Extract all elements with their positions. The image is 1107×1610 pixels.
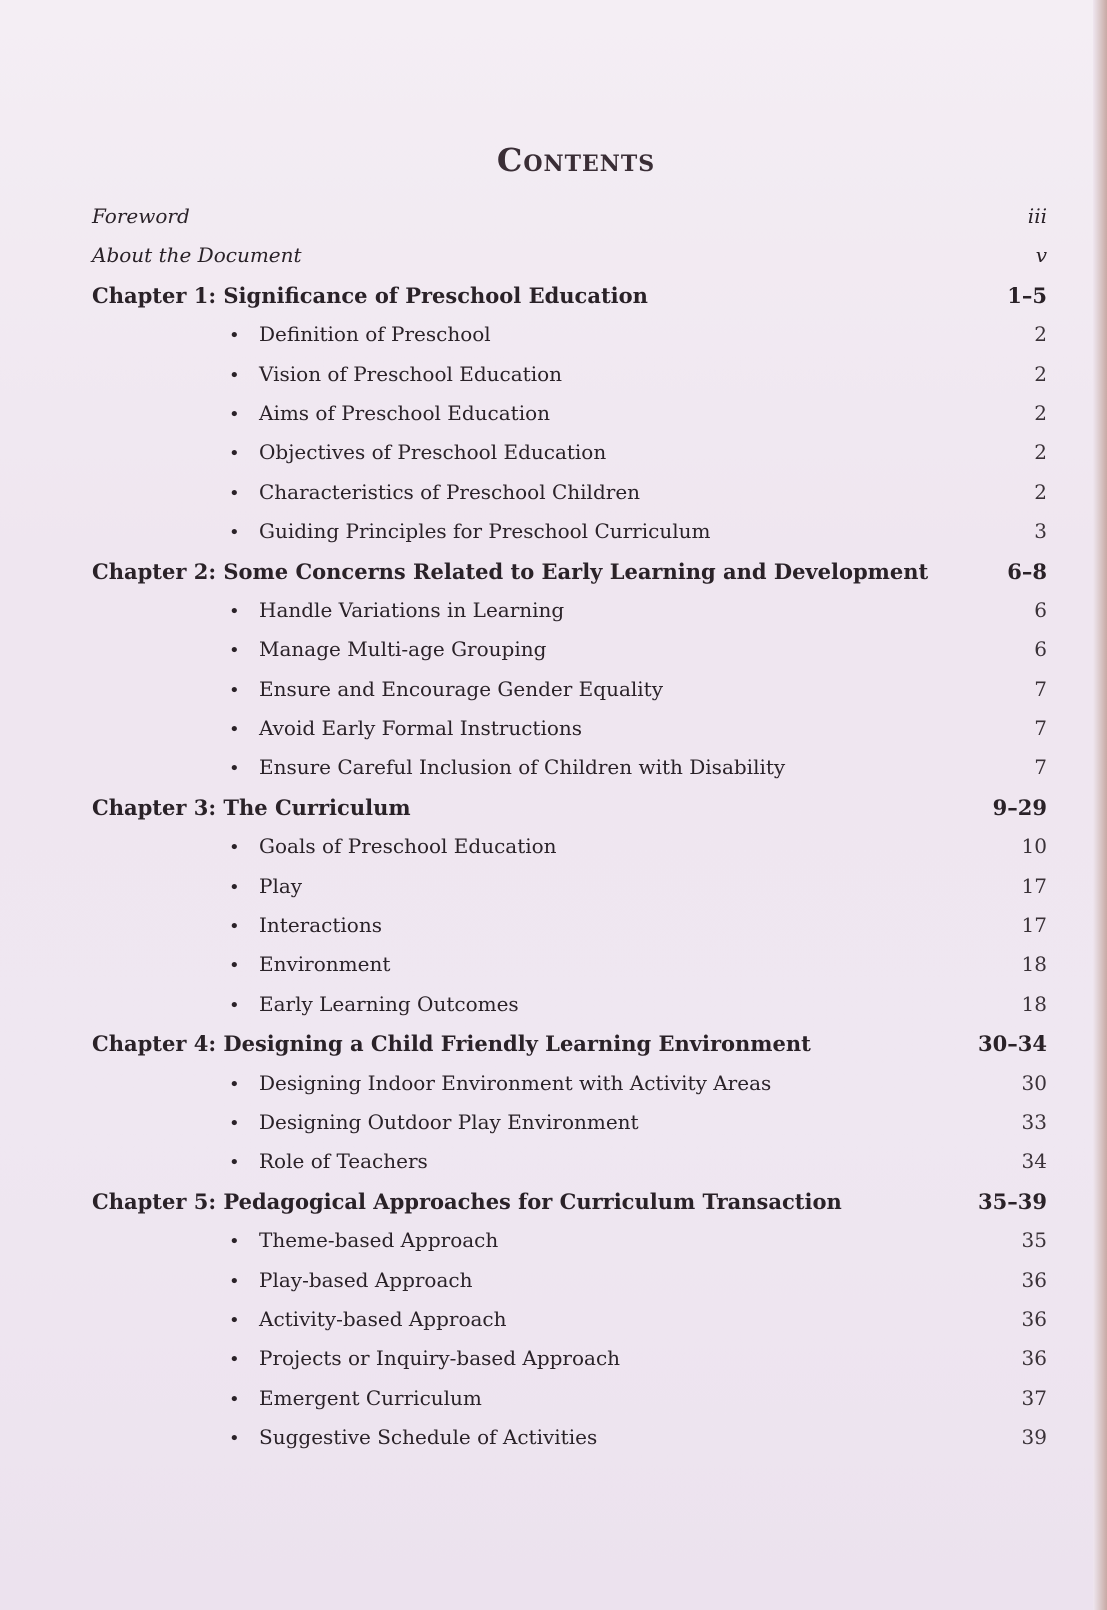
- section-entry: [92, 1382, 1047, 1421]
- section-entry: [92, 673, 1047, 712]
- section-entry: [92, 436, 1047, 475]
- section-entry-page-number: 36: [1021, 1267, 1047, 1292]
- front-matter-entry: [92, 200, 1047, 239]
- section-entry-title: • Interactions: [229, 913, 382, 937]
- section-entry: [92, 1067, 1047, 1106]
- section-entry-page-number: 36: [1021, 1346, 1047, 1371]
- section-entry-title: • Role of Teachers: [229, 1149, 428, 1173]
- section-entry: [92, 1303, 1047, 1342]
- section-entry-title: • Suggestive Schedule of Activities: [229, 1425, 597, 1449]
- section-entry-title: • Goals of Preschool Education: [229, 834, 557, 858]
- section-entry: [92, 476, 1047, 515]
- section-entry-page-number: 7: [1034, 716, 1047, 741]
- chapter-entry-title: Chapter 4: Designing a Child Friendly Learning Environment: [92, 1031, 811, 1057]
- chapter-entry-page-number: 30–34: [978, 1031, 1047, 1057]
- page-edge: [1093, 0, 1107, 1610]
- section-entry: [92, 870, 1047, 909]
- section-entry-title: • Designing Indoor Environment with Activity Areas: [229, 1071, 771, 1095]
- section-entry-page-number: 35: [1021, 1228, 1047, 1253]
- section-entry-title: • Objectives of Preschool Education: [229, 440, 606, 464]
- section-entry-page-number: 10: [1021, 834, 1047, 859]
- chapter-entry: [92, 555, 1047, 594]
- front-matter-entry-page-number: iii: [1027, 204, 1047, 228]
- section-entry-page-number: 33: [1021, 1109, 1047, 1134]
- chapter-entry: [92, 791, 1047, 830]
- section-entry-page-number: 7: [1034, 676, 1047, 701]
- section-entry-title: • Definition of Preschool: [229, 322, 491, 346]
- section-entry: [92, 397, 1047, 436]
- chapter-entry-page-number: 35–39: [978, 1188, 1047, 1214]
- section-entry-title: • Theme-based Approach: [229, 1228, 498, 1252]
- section-entry-title: • Play-based Approach: [229, 1268, 472, 1292]
- section-entry: [92, 988, 1047, 1027]
- section-entry-title: • Early Learning Outcomes: [229, 992, 519, 1016]
- chapter-entry-page-number: 1–5: [1007, 282, 1047, 308]
- chapter-entry-page-number: 9–29: [992, 794, 1047, 820]
- section-entry-page-number: 34: [1021, 1149, 1047, 1174]
- front-matter-entry: [92, 239, 1047, 278]
- section-entry-title: • Play: [229, 874, 302, 898]
- chapter-entry: [92, 279, 1047, 318]
- section-entry-title: • Environment: [229, 952, 390, 976]
- section-entry: [92, 594, 1047, 633]
- section-entry: [92, 1421, 1047, 1460]
- chapter-entry-title: Chapter 5: Pedagogical Approaches for Curriculum Transaction: [92, 1188, 842, 1214]
- section-entry: [92, 1264, 1047, 1303]
- section-entry: [92, 1342, 1047, 1381]
- chapter-entry: [92, 1027, 1047, 1066]
- chapter-entry-title: Chapter 1: Significance of Preschool Education: [92, 282, 648, 308]
- section-entry-title: • Manage Multi-age Grouping: [229, 637, 546, 661]
- section-entry: [92, 909, 1047, 948]
- section-entry-page-number: 2: [1034, 400, 1047, 425]
- section-entry-title: • Activity-based Approach: [229, 1307, 507, 1331]
- section-entry-page-number: 7: [1034, 755, 1047, 780]
- section-entry-page-number: 39: [1021, 1425, 1047, 1450]
- section-entry-page-number: 37: [1021, 1385, 1047, 1410]
- table-of-contents: [92, 200, 1047, 1461]
- section-entry-title: • Guiding Principles for Preschool Curriculum: [229, 519, 710, 543]
- chapter-entry-title: Chapter 2: Some Concerns Related to Early Learning and Development: [92, 558, 929, 584]
- section-entry: [92, 751, 1047, 790]
- section-entry-page-number: 2: [1034, 440, 1047, 465]
- chapter-entry: [92, 1185, 1047, 1224]
- section-entry-title: • Handle Variations in Learning: [229, 598, 564, 622]
- section-entry: [92, 318, 1047, 357]
- page-title: Contents: [496, 141, 656, 180]
- section-entry: [92, 1145, 1047, 1184]
- section-entry-page-number: 18: [1021, 952, 1047, 977]
- section-entry: [92, 712, 1047, 751]
- section-entry-page-number: 2: [1034, 322, 1047, 347]
- front-matter-entry-title: Foreword: [92, 204, 190, 228]
- section-entry-title: • Avoid Early Formal Instructions: [229, 716, 582, 740]
- section-entry-page-number: 30: [1021, 1070, 1047, 1095]
- section-entry: [92, 633, 1047, 672]
- section-entry: [92, 515, 1047, 554]
- section-entry-title: • Ensure and Encourage Gender Equality: [229, 677, 663, 701]
- section-entry-title: • Projects or Inquiry-based Approach: [229, 1346, 620, 1370]
- chapter-entry-page-number: 6–8: [1007, 558, 1047, 584]
- section-entry-page-number: 36: [1021, 1306, 1047, 1331]
- section-entry-page-number: 17: [1021, 913, 1047, 938]
- section-entry: [92, 830, 1047, 869]
- section-entry: [92, 948, 1047, 987]
- section-entry-page-number: 18: [1021, 991, 1047, 1016]
- section-entry-title: • Aims of Preschool Education: [229, 401, 550, 425]
- section-entry-title: • Vision of Preschool Education: [229, 362, 562, 386]
- front-matter-entry-page-number: v: [1035, 243, 1047, 268]
- section-entry-page-number: 6: [1034, 637, 1047, 662]
- section-entry: [92, 1224, 1047, 1263]
- section-entry: [92, 1106, 1047, 1145]
- section-entry-page-number: 3: [1034, 519, 1047, 544]
- section-entry-title: • Characteristics of Preschool Children: [229, 480, 640, 504]
- section-entry-page-number: 6: [1034, 597, 1047, 622]
- section-entry-page-number: 17: [1021, 873, 1047, 898]
- front-matter-entry-title: About the Document: [92, 243, 302, 268]
- section-entry-title: • Ensure Careful Inclusion of Children with Disability: [229, 755, 785, 779]
- section-entry-page-number: 2: [1034, 361, 1047, 386]
- section-entry-page-number: 2: [1034, 479, 1047, 504]
- section-entry-title: • Emergent Curriculum: [229, 1386, 482, 1410]
- chapter-entry-title: Chapter 3: The Curriculum: [92, 794, 411, 820]
- section-entry: [92, 358, 1047, 397]
- section-entry-title: • Designing Outdoor Play Environment: [229, 1110, 639, 1134]
